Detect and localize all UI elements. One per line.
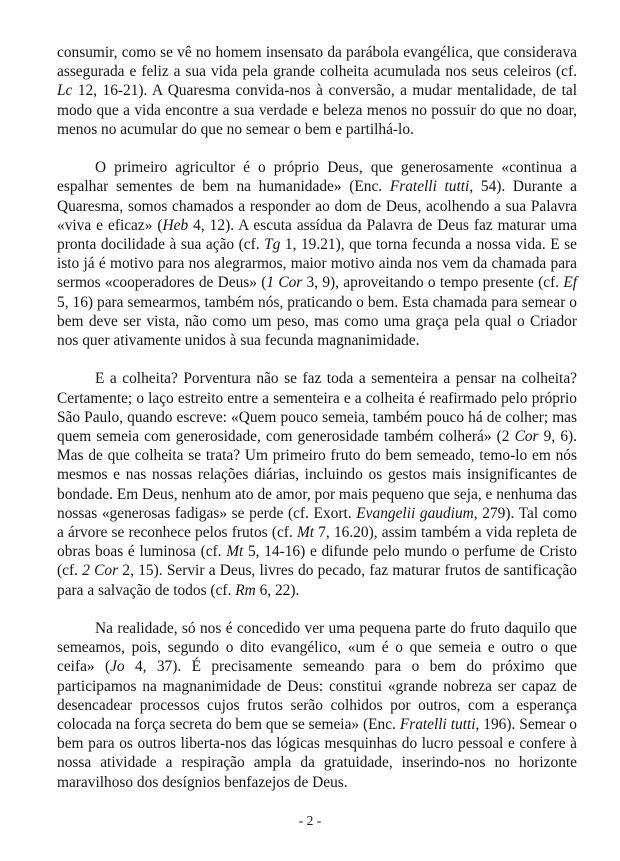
italic-citation: Mt [296,524,315,542]
italic-citation: Fratelli tutti [399,716,476,734]
text-run: 6, 22). [255,581,300,599]
italic-citation: Rm [235,581,256,599]
text-run: 4, 12). A escuta assídua da Palavra de Deus faz maturar uma pronta docilidade à sua ação (cf. [57,216,577,254]
text-run: , 279). Tal como a árvore se reconhece pelos frutos (cf. [57,504,577,542]
text-run: consumir, como se vê no homem insensato da parábola evangélica, que considerava assegurada e feliz a sua vida pela grande colheita acumulada nos seus celeiros (cf. [57,44,577,81]
italic-citation: Tg [264,236,281,254]
text-run: 4, 37). É precisamente semeando para o bem do próximo que participamos na magnanimidade de Deus: constitui «grande nobreza ser capaz de desencadear processos cujos frutos serão colhidos por outros, com a esperança colocada na força secreta do bem que se semeia» (Enc. [57,658,577,734]
text-run: 2, 15). Servir a Deus, livres do pecado, faz maturar frutos de santificação para a salvação de todos (cf. [57,562,577,599]
italic-citation: Lc [57,82,73,100]
italic-citation: 1 Cor [266,274,303,292]
text-run: Na realidade, só nos é concedido ver uma pequena parte do fruto daquilo que semeamos, pois, segundo o dito evangélico, «um é o que semeia e outro o que ceifa» ( [57,620,577,676]
document-page-body [57,43,577,792]
text-run: 5, 14-16) e difunde pelo mundo o perfume de Cristo (cf. [57,543,577,580]
text-run: 3, 9), aproveitando o tempo presente (cf. [302,274,564,292]
text-run: 5, 16) para semearmos, também nós, praticando o bem. Esta chamada para semear o bem deve ser vista, não como um peso, mas como uma graça pela qual o Criador nos quer ativamente unidos à sua fecunda magnanimidade. [57,293,577,350]
italic-citation: Cor [514,428,539,446]
text-run: O primeiro agricultor é o próprio Deus, que generosamente «continua a espalhar sementes de bem na humanidade» (Enc. [57,159,577,196]
italic-citation: Mt [226,543,244,561]
text-run: 1, 19.21), que torna fecunda a nossa vida. E se isto já é motivo para nos alegrarmos, maior motivo ainda nos vem da chamada para sermos «cooperadores de Deus» ( [57,236,577,292]
italic-citation: Jo [110,658,125,676]
paragraph [57,43,577,139]
text-run: , 196). Semear o bem para os outros liberta-nos das lógicas mesquinhas do lucro pessoal e confere à nossa atividade a respiração ampla da gratuidade, inserindo-nos no horizonte maravilhoso dos desígnios benfazejos de Deus. [57,716,578,791]
text-run: 7, 16.20), assim também a vida repleta de obras boas é luminosa (cf. [57,524,578,561]
italic-citation: Fratelli tutti [389,178,470,196]
italic-citation: 2 Cor [82,562,119,580]
page-number: - 2 - [298,813,322,828]
paragraph [57,619,577,792]
paragraph [57,158,577,350]
text-run: 12, 16-21). A Quaresma convida-nos à conversão, a mudar mentalidade, de tal modo que a vida encontre a sua verdade e beleza menos no possuir do que no doar, menos no acumular do que no semear o bem e partilhá-lo. [57,82,577,138]
paragraph [57,369,577,599]
italic-citation: Heb [162,216,189,234]
text-run: E a colheita? Porventura não se faz toda a sementeira a pensar na colheita? Certamente; o laço estreito entre a sementeira e a colheita é reafirmado pelo próprio São Paulo, quando escreve: «Quem pouco semeia, também pouco há de colher; mas quem semeia com generosidade, com generosidade também colherá» (2 [57,370,577,446]
italic-citation: Evangelii gaudium [356,504,474,522]
text-run: 9, 6). Mas de que colheita se trata? Um primeiro fruto do bem semeado, temo-lo em nós mesmos e nas nossas relações diárias, incluindo os gestos mais insignificantes de bondade. Em Deus, nenhum ato de amor, por mais pequeno que seja, e nenhuma das nossas «generosas fadigas» se perde (cf. Exort. [57,428,577,522]
text-run: , 54). Durante a Quaresma, somos chamados a responder ao dom de Deus, acolhendo a sua Palavra «viva e eficaz» ( [57,178,577,234]
italic-citation: Ef [563,274,578,292]
